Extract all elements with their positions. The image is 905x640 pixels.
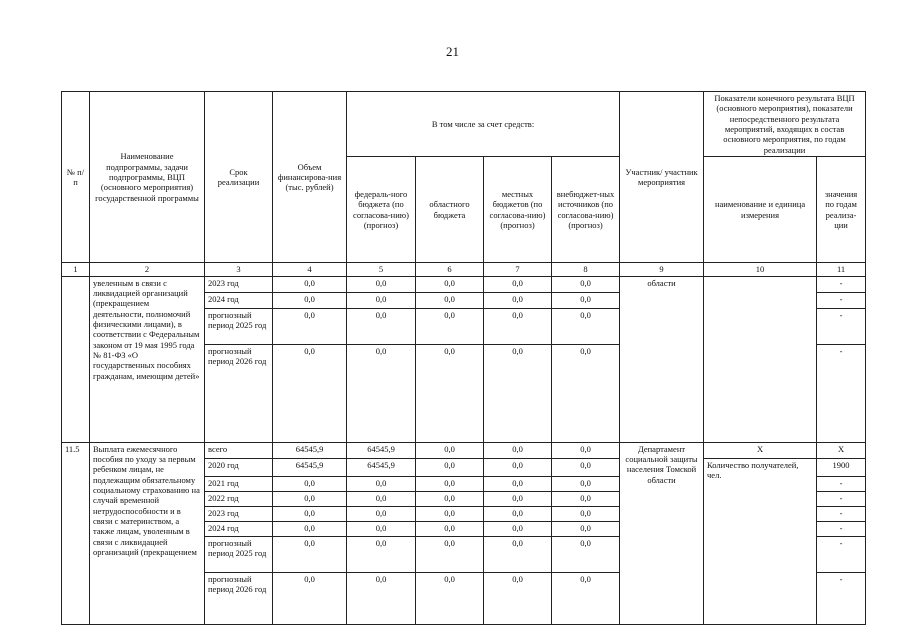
volume-cell: 0,0: [273, 506, 347, 521]
indicator-value-cell: -: [817, 491, 866, 506]
col-number: 5: [347, 263, 416, 276]
indicator-value-cell: -: [817, 276, 866, 292]
period-cell: 2021 год: [205, 476, 273, 491]
regional-cell: 0,0: [416, 536, 484, 572]
indicator-value-cell: -: [817, 292, 866, 308]
header-ind-name: наименование и единица измерения: [704, 157, 817, 263]
header-indicators: Показатели конечного результата ВЦП (основного мероприятия), показатели непосредственного результата мероприятий, входящих в состав основного мероприятия, по годам реализации: [704, 92, 866, 157]
federal-cell: 0,0: [347, 308, 416, 344]
period-cell: 2023 год: [205, 276, 273, 292]
period-cell: прогнозный период 2026 год: [205, 344, 273, 442]
header-volume: Объем финансирова-ния (тыс. рублей): [273, 92, 347, 263]
regional-cell: 0,0: [416, 276, 484, 292]
period-cell: 2024 год: [205, 521, 273, 536]
col-number: 6: [416, 263, 484, 276]
extra-cell: 0,0: [552, 521, 620, 536]
local-cell: 0,0: [484, 572, 552, 624]
indicator-value-cell: -: [817, 344, 866, 442]
col-number: 3: [205, 263, 273, 276]
federal-cell: 0,0: [347, 572, 416, 624]
extra-cell: 0,0: [552, 476, 620, 491]
volume-cell: 0,0: [273, 344, 347, 442]
indicator-value-cell: 1900: [817, 458, 866, 476]
page-number: 21: [446, 44, 459, 59]
col-number: 9: [620, 263, 704, 276]
period-cell: прогнозный период 2026 год: [205, 572, 273, 624]
indicator-value-cell: -: [817, 572, 866, 624]
col-number: 4: [273, 263, 347, 276]
col-number: 2: [90, 263, 205, 276]
period-cell: 2024 год: [205, 292, 273, 308]
header-ind-values: значения по годам реализа-ции: [817, 157, 866, 263]
participant-cell: области: [620, 276, 704, 442]
local-cell: 0,0: [484, 344, 552, 442]
indicator-value-cell: Х: [817, 442, 866, 458]
volume-cell: 0,0: [273, 276, 347, 292]
local-cell: 0,0: [484, 458, 552, 476]
extra-cell: 0,0: [552, 491, 620, 506]
indicator-value-cell: -: [817, 536, 866, 572]
local-cell: 0,0: [484, 536, 552, 572]
extra-cell: 0,0: [552, 308, 620, 344]
federal-cell: 0,0: [347, 491, 416, 506]
table-row: [62, 442, 866, 458]
indicator-name-cell: Количество получателей, чел.: [704, 458, 817, 624]
indicator-name-cell: [704, 276, 817, 442]
indicator-value-cell: -: [817, 521, 866, 536]
header-federal: федераль-ного бюджета (по согласова-нию) (прогноз): [347, 157, 416, 263]
indicator-value-cell: -: [817, 308, 866, 344]
header-period: Срок реализации: [205, 92, 273, 263]
volume-cell: 0,0: [273, 292, 347, 308]
regional-cell: 0,0: [416, 458, 484, 476]
period-cell: 2022 год: [205, 491, 273, 506]
period-cell: прогнозный период 2025 год: [205, 308, 273, 344]
extra-cell: 0,0: [552, 276, 620, 292]
header-regional: областного бюджета: [416, 157, 484, 263]
volume-cell: 0,0: [273, 491, 347, 506]
extra-cell: 0,0: [552, 458, 620, 476]
local-cell: 0,0: [484, 506, 552, 521]
extra-cell: 0,0: [552, 442, 620, 458]
col-number: 8: [552, 263, 620, 276]
regional-cell: 0,0: [416, 521, 484, 536]
regional-cell: 0,0: [416, 292, 484, 308]
regional-cell: 0,0: [416, 572, 484, 624]
regional-cell: 0,0: [416, 506, 484, 521]
extra-cell: 0,0: [552, 536, 620, 572]
table-row: [62, 276, 866, 292]
indicator-value-cell: -: [817, 506, 866, 521]
period-cell: прогнозный период 2025 год: [205, 536, 273, 572]
volume-cell: 0,0: [273, 521, 347, 536]
federal-cell: 0,0: [347, 536, 416, 572]
header-participant: Участник/ участник мероприятия: [620, 92, 704, 263]
col-number: 1: [62, 263, 90, 276]
header-including: В том числе за счет средств:: [347, 92, 620, 157]
federal-cell: 64545,9: [347, 442, 416, 458]
local-cell: 0,0: [484, 292, 552, 308]
period-cell: всего: [205, 442, 273, 458]
col-number: 7: [484, 263, 552, 276]
col-number: 11: [817, 263, 866, 276]
volume-cell: 0,0: [273, 536, 347, 572]
federal-cell: 0,0: [347, 276, 416, 292]
regional-cell: 0,0: [416, 491, 484, 506]
regional-cell: 0,0: [416, 476, 484, 491]
row-name-cell: увеленным в связи с ликвидацией организаций (прекращением деятельности, полномочий физическими лицами), в соответствии с Федеральным законом от 19 мая 1995 года № 81-ФЗ «О государственных пособиях гражданам, имеющим детей»: [90, 276, 205, 442]
col-number: 10: [704, 263, 817, 276]
federal-cell: 64545,9: [347, 458, 416, 476]
indicator-name-cell: Х: [704, 442, 817, 458]
row-number-cell: 11.5: [62, 442, 90, 624]
federal-cell: 0,0: [347, 476, 416, 491]
participant-cell: Департамент социальной защиты населения Томской области: [620, 442, 704, 624]
local-cell: 0,0: [484, 442, 552, 458]
federal-cell: 0,0: [347, 506, 416, 521]
volume-cell: 64545,9: [273, 458, 347, 476]
volume-cell: 64545,9: [273, 442, 347, 458]
extra-cell: 0,0: [552, 572, 620, 624]
local-cell: 0,0: [484, 491, 552, 506]
header-num: № п/п: [62, 92, 90, 263]
volume-cell: 0,0: [273, 572, 347, 624]
regional-cell: 0,0: [416, 308, 484, 344]
row-number-cell: [62, 276, 90, 442]
extra-cell: 0,0: [552, 506, 620, 521]
local-cell: 0,0: [484, 308, 552, 344]
indicator-value-cell: -: [817, 476, 866, 491]
federal-cell: 0,0: [347, 292, 416, 308]
period-cell: 2023 год: [205, 506, 273, 521]
header-name: Наименование подпрограммы, задачи подпрограммы, ВЦП (основного мероприятия) государственной программы: [90, 92, 205, 263]
local-cell: 0,0: [484, 276, 552, 292]
period-cell: 2020 год: [205, 458, 273, 476]
volume-cell: 0,0: [273, 476, 347, 491]
local-cell: 0,0: [484, 476, 552, 491]
financing-table: [61, 91, 866, 625]
regional-cell: 0,0: [416, 344, 484, 442]
volume-cell: 0,0: [273, 308, 347, 344]
header-local: местных бюджетов (по согласова-нию) (прогноз): [484, 157, 552, 263]
regional-cell: 0,0: [416, 442, 484, 458]
federal-cell: 0,0: [347, 344, 416, 442]
local-cell: 0,0: [484, 521, 552, 536]
extra-cell: 0,0: [552, 292, 620, 308]
header-extra: внебюджет-ных источников (по согласова-нию) (прогноз): [552, 157, 620, 263]
extra-cell: 0,0: [552, 344, 620, 442]
federal-cell: 0,0: [347, 521, 416, 536]
row-name-cell: Выплата ежемесячного пособия по уходу за первым ребенком лицам, не подлежащим обязательному социальному страхованию на случай временной нетрудоспособности и в связи с материнством, а также лицам, уволенным в связи с ликвидацией организаций (прекращением: [90, 442, 205, 624]
